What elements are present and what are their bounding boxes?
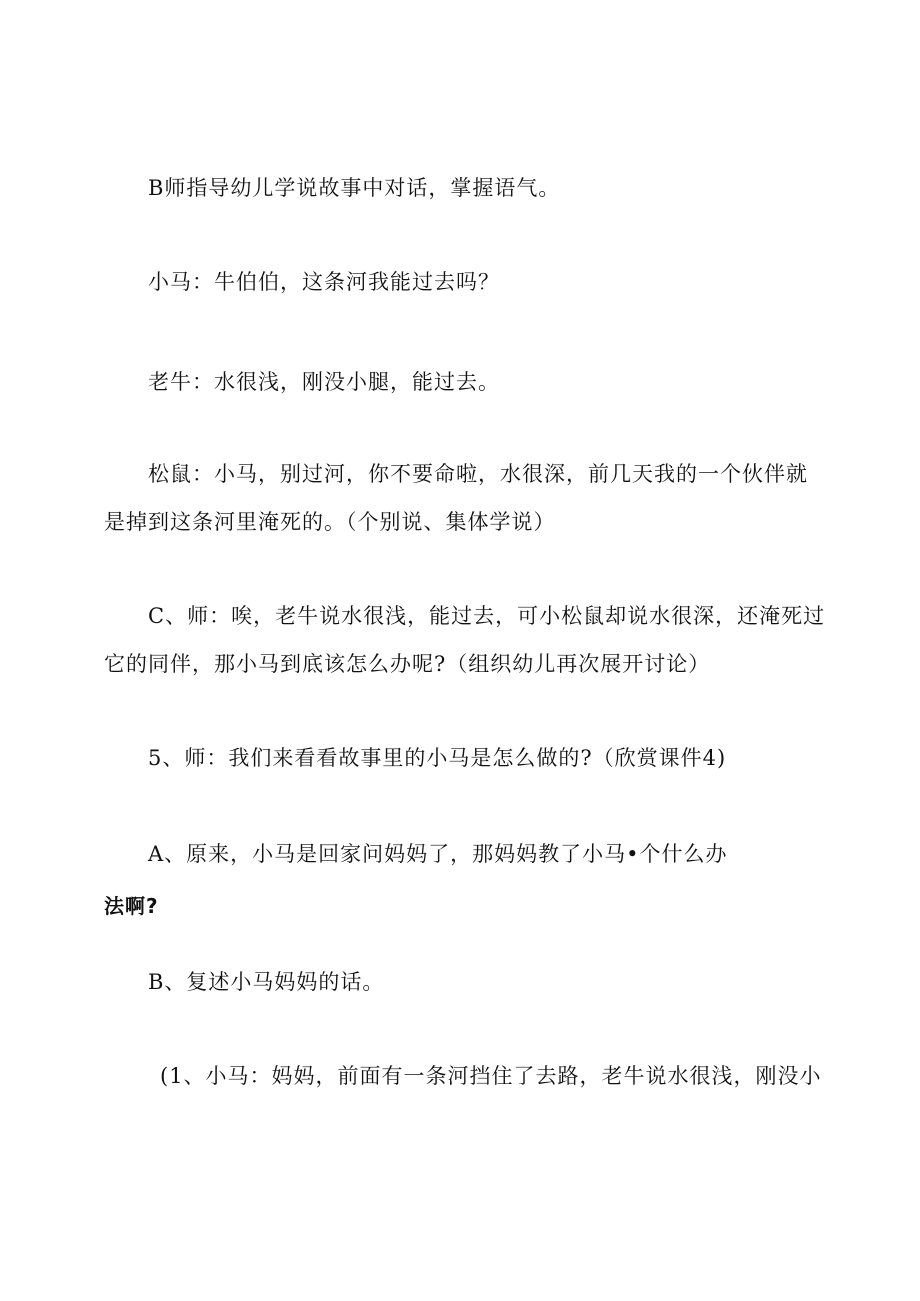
paragraph-line: 是掉到这条河里淹死的。（个别说、集体学说）	[104, 510, 556, 534]
paragraph-line: 小马：牛伯伯，这条河我能过去吗？	[148, 270, 500, 294]
paragraph-line: B师指导幼儿学说故事中对话，掌握语气。	[148, 176, 561, 200]
paragraph-line: 老牛：水很浅，刚没小腿，能过去。	[148, 370, 500, 394]
paragraph-line: A、原来，小马是回家问妈妈了，那妈妈教了小马•个什么办	[148, 842, 728, 866]
paragraph-line: 它的同伴，那小马到底该怎么办呢?（组织幼儿再次展开讨论）	[104, 652, 711, 676]
paragraph-line: C、师：唉，老牛说水很浅，能过去，可小松鼠却说水很深，还淹死过	[148, 604, 826, 628]
paragraph-line: B、复述小马妈妈的话。	[148, 970, 385, 994]
paragraph-line: 松鼠：小马，别过河，你不要命啦，水很深，前几天我的一个伙伴就	[148, 462, 808, 486]
paragraph-line: 5、师：我们来看看故事里的小马是怎么做的?（欣赏课件4)	[148, 746, 727, 770]
paragraph-line: 法啊?	[104, 894, 159, 918]
paragraph-line: (1、小马：妈妈，前面有一条河挡住了去路，老牛说水很浅，刚没小	[160, 1064, 822, 1088]
